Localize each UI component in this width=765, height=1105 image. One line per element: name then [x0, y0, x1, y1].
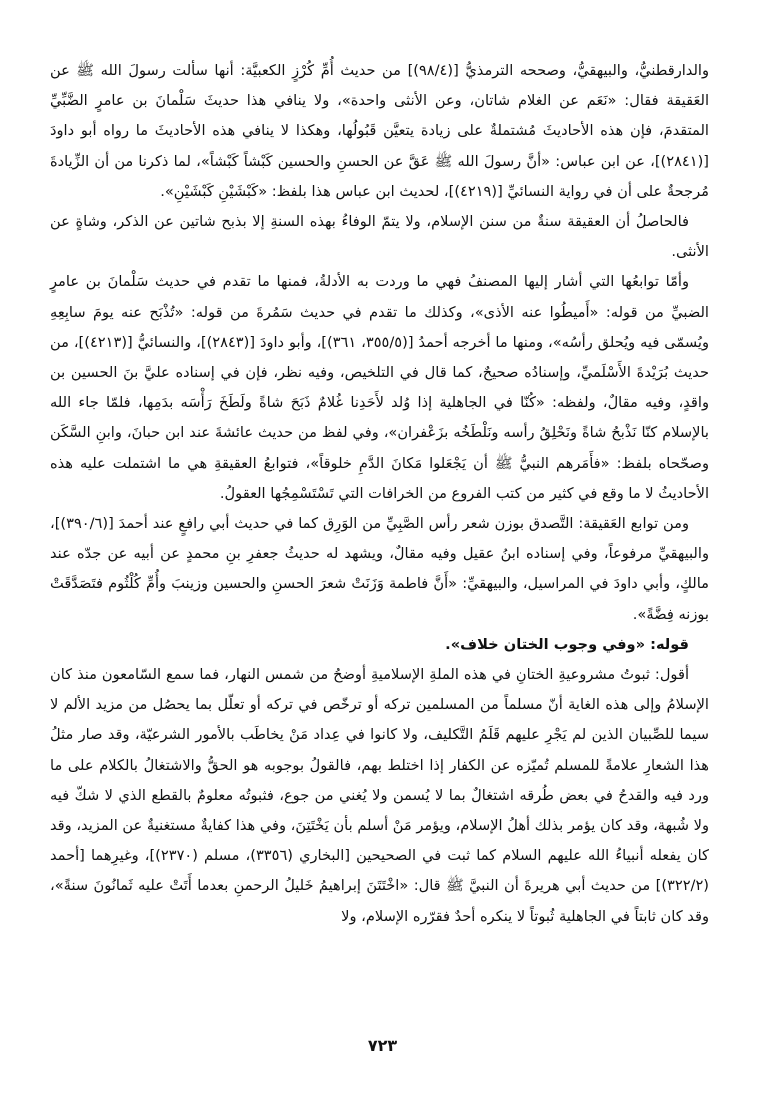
paragraph-1: والدارقطنيُّ، والبيهقيُّ، وصححه الترمذيُّ [(٩٨/٤)] من حديث أُمِّ كُرْزٍ الكعبيَّة: أنها سألت رسولَ الله ﷺ عن العَقيقة فقال: «نَعَم عن الغلام شاتان، وعن الأنثى واحدة»، ولا ينافي هذا حديثَ سَلْمانَ بن عامرٍ الضَّبِّيِّ المتقدمَ، فإن هذه الأحاديثَ مُشتملةٌ على زيادة يتعيَّن قَبُولُها، وهكذا لا ينافي هذه الأحاديثَ ما رواه أبو داودَ [(٢٨٤١)]، عن ابن عباس: «أنَّ رسولَ الله ﷺ عَقَّ عن الحسنِ والحسين كَبْشاً كَبْشاً»، لما ذكرنا من أن الزِّيادةَ مُرجحةٌ على أن في رواية النسائيِّ [(٤٢١٩)]، لحديث ابن عباس هذا بلفظ: «كَبْشَيْنِ كَبْشَيْنِ». — [50, 62, 710, 200]
page-number: ٧٢٣ — [367, 1036, 398, 1055]
paragraph-3: وأمّا توابعُها التي أشار إليها المصنفُ فهي ما وردت به الأدلةُ، فمنها ما تقدم في حديث سَلْمانَ بن عامرٍ الضبيِّ من قوله: «أَميطُوا عنه الأذى»، وكذلك ما تقدم في حديث سَمُرةَ من قوله: «تُذْبَح عنه يومَ سابِعِهِ ويُسمّى فيه ويُحلق رأسُه»، ومنها ما أخرجه أحمدُ [(٣٥٥/٥، ٣٦١)]، وأبو داودَ [(٢٨٤٣)]، والنسائيُّ [(٤٢١٣)]، من حديث بُرَيْدةَ الأَسْلَميِّ، وإسنادُه صحيحٌ، كما قال في التلخيص، وفيه نظر، فإن في إسناده عليَّ بنَ الحسين بن واقدٍ، وفيه مقالٌ، ولفظه: «كُنّا في الجاهلية إذا وُلد لأَحَدِنا غُلامٌ ذَبَحَ شاةً ولَطَخَ رَأْسَه بدَمِها، فلمّا جاء الله بالإسلام كنّا نَذْبحُ شاةً ونَحْلِقُ رأسه ونَلْطَخُه بزَعْفران»، وفي لفظ من حديث عائشةَ عند ابن حبانَ، وابنِ السَّكَن وصحّحاه بلفظ: «فأَمَرهم النبيُّ ﷺ أن يَجْعَلوا مَكانَ الدَّمِ خلوقاً»، فتوابعُ العقيقةِ هي ما اشتملت عليه هذه الأحاديثُ لا ما وقع في كثير من كتب الفروع من الخرافات التي تَسْتَسْمِجُها العقولُ. — [50, 273, 709, 502]
paragraph-2: فالحاصلُ أن العقيقة سنةٌ من سنن الإسلام، ولا يتمّ الوفاءُ بهذه السنةِ إلا بذبح شاتين عن الذكر، وشاةٍ عن الأنثى. — [50, 213, 709, 261]
paragraph-5: أقول: ثبوتُ مشروعيةِ الختانِ في هذه الملةِ الإسلاميةِ أوضحُ من شمس النهار، فما سمع السّامعون منذ كان الإسلامُ وإلى هذه الغاية أنّ مسلماً من المسلمين تركه أو ترخّص في تركه أو تعلّل بما يحصُل من مزيد الألم لا سيما للصِّبيان الذين لم يَجْرِ عليهم قَلَمُ التَّكليف، ولا كانوا في عِداد مَنْ يخاطَب بالأمور الشرعيّة، وقد صار مثلُ هذا الشعارِ علامةً للمسلم تُميّزه عن الكفار إذا اختلط بهم، فالقولُ بوجوبه هو الحقُّ والاشتغالُ بالكلام على ما ورد فيه والقدحُ في بعض طُرقه اشتغالٌ بما لا يُسمن ولا يُغني من جوع، فثبوتُه معلومٌ بالقطع الذي لا شكّ فيه ولا شُبهة، وقد كان يؤمر بذلك أهلُ الإسلام، ويؤمر مَنْ أسلم بأن يَخْتَتِنَ، وفي هذا كفايةٌ مستغنيةٌ عن المزيد، وقد كان يفعله أنبياءُ الله عليهم السلام كما ثبت في الصحيحين [البخاري (٣٣٥٦)، مسلم (٢٣٧٠)]، وغيرِهما [أحمد (٣٢٢/٢)] من حديث أبي هريرةَ أن النبيَّ ﷺ قال: «اخْتَتَنَ إبراهيمُ خَليلُ الرحمنِ بعدما أَتَتْ عليه ثَمانُونَ سنةً»، وقد كان ثابتاً في الجاهلية ثُبوتاً لا ينكره أحدٌ فقرّره الإسلام، ولا — [50, 666, 709, 925]
paragraph-4: ومن توابع العَقيقة: التَّصدق بوزن شعر رأس الصَّبِيِّ من الوَرِق كما في حديث أبي رافعٍ عند أحمدَ [(٣٩٠/٦)]، والبيهقيِّ مرفوعاً، وفي إسناده ابنُ عقيل وفيه مقالٌ، ويشهد له حديثُ جعفرِ بنِ محمدٍ عن أبيه عن جدّه عند مالكٍ، وأبي داودَ في المراسيل، والبيهقيِّ: «أَنَّ فاطمة وَزَنَتْ شعرَ الحسنِ والحسين وزينبَ وأُمِّ كُلْثُوم فتَصَدَّقَتْ بوزنه فِضَّةً». — [50, 515, 709, 623]
section-heading: قوله: «وفي وجوب الختان خلاف». — [445, 635, 689, 653]
